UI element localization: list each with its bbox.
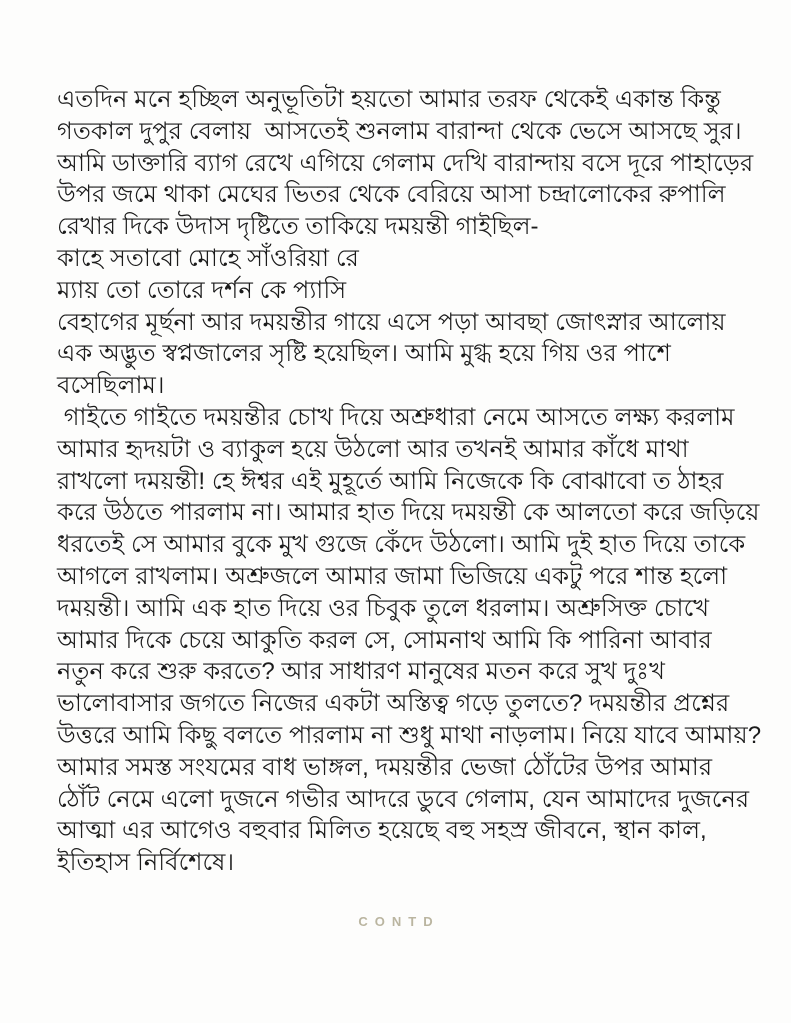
story-line: ভালোবাসার জগতে নিজের একটা অস্তিত্ব গড়ে তুলতে? দময়ন্তীর প্রশ্নের <box>57 690 730 718</box>
story-line: রাখলো দময়ন্তী! হে ঈশ্বর এই মুহূর্তে আমি নিজেকে কি বোঝাবো ত ঠাহর <box>57 467 724 495</box>
story-line: ম্যায় তো তোরে দর্শন কে প্যাসি <box>57 276 347 304</box>
story-line: গতকাল দুপুর বেলায় আসতেই শুনলাম বারান্দা থেকে ভেসে আসছে সুর। <box>57 117 742 145</box>
story-text <box>57 84 762 879</box>
story-line: উপর জমে থাকা মেঘের ভিতর থেকে বেরিয়ে আসা চন্দ্রালোকের রুপালি <box>57 181 726 209</box>
story-line: ধরতেই সে আমার বুকে মুখ গুজে কেঁদে উঠলো। আমি দুই হাত দিয়ে তাকে <box>57 531 746 559</box>
story-line: নতুন করে শুরু করতে? আর সাধারণ মানুষের মতন করে সুখ দুঃখ <box>57 658 665 686</box>
story-line: বেহাগের মূর্ছনা আর দময়ন্তীর গায়ে এসে পড়া আবছা জোৎস্নার আলোয় <box>57 308 726 336</box>
story-line: আমার সমস্ত সংযমের বাধ ভাঙ্গল, দময়ন্তীর ভেজা ঠোঁটের উপর আমার <box>57 753 713 781</box>
story-line: কাহে সতাবো মোহে সাঁওরিয়া রে <box>57 244 359 272</box>
story-line: উত্তরে আমি কিছু বলতে পারলাম না শুধু মাথা নাড়লাম। নিয়ে যাবে আমায়? <box>57 721 762 749</box>
story-line: বসেছিলাম। <box>57 372 165 400</box>
story-line: এতদিন মনে হচ্ছিল অনুভূতিটা হয়তো আমার তরফ থেকেই একান্ত কিন্তু <box>57 86 721 113</box>
story-line: আত্মা এর আগেও বহুবার মিলিত হয়েছে বহু সহস্র জীবনে, স্থান কাল, <box>57 817 707 845</box>
story-line: গাইতে গাইতে দময়ন্তীর চোখ দিয়ে অশ্রুধারা নেমে আসতে লক্ষ্য করলাম <box>57 403 735 431</box>
continued-label: CONTD <box>358 914 440 929</box>
story-line: ঠোঁট নেমে এলো দুজনে গভীর আদরে ডুবে গেলাম, যেন আমাদের দুজনের <box>57 785 750 813</box>
story-line: আগলে রাখলাম। অশ্রুজলে আমার জামা ভিজিয়ে একটু পরে শান্ত হলো <box>57 562 728 590</box>
story-line: ইতিহাস নির্বিশেষে। <box>57 849 235 877</box>
story-line: রেখার দিকে উদাস দৃষ্টিতে তাকিয়ে দময়ন্তী গাইছিল- <box>57 213 539 241</box>
story-line: আমার হৃদয়টা ও ব্যাকুল হয়ে উঠলো আর তখনই আমার কাঁধে মাথা <box>57 435 689 463</box>
story-line: এক অদ্ভুত স্বপ্নজালের সৃষ্টি হয়েছিল। আমি মুগ্ধ হয়ে গিয় ওর পাশে <box>57 340 671 368</box>
story-line: আমার দিকে চেয়ে আকুতি করল সে, সোমনাথ আমি কি পারিনা আবার <box>57 626 712 654</box>
story-line: দময়ন্তী। আমি এক হাত দিয়ে ওর চিবুক তুলে ধরলাম। অশ্রুসিক্ত চোখে <box>57 594 710 622</box>
story-line: করে উঠতে পারলাম না। আমার হাত দিয়ে দময়ন্তী কে আলতো করে জড়িয়ে <box>57 499 760 527</box>
story-line: আমি ডাক্তারি ব্যাগ রেখে এগিয়ে গেলাম দেখি বারান্দায় বসে দূরে পাহাড়ের <box>57 149 754 177</box>
